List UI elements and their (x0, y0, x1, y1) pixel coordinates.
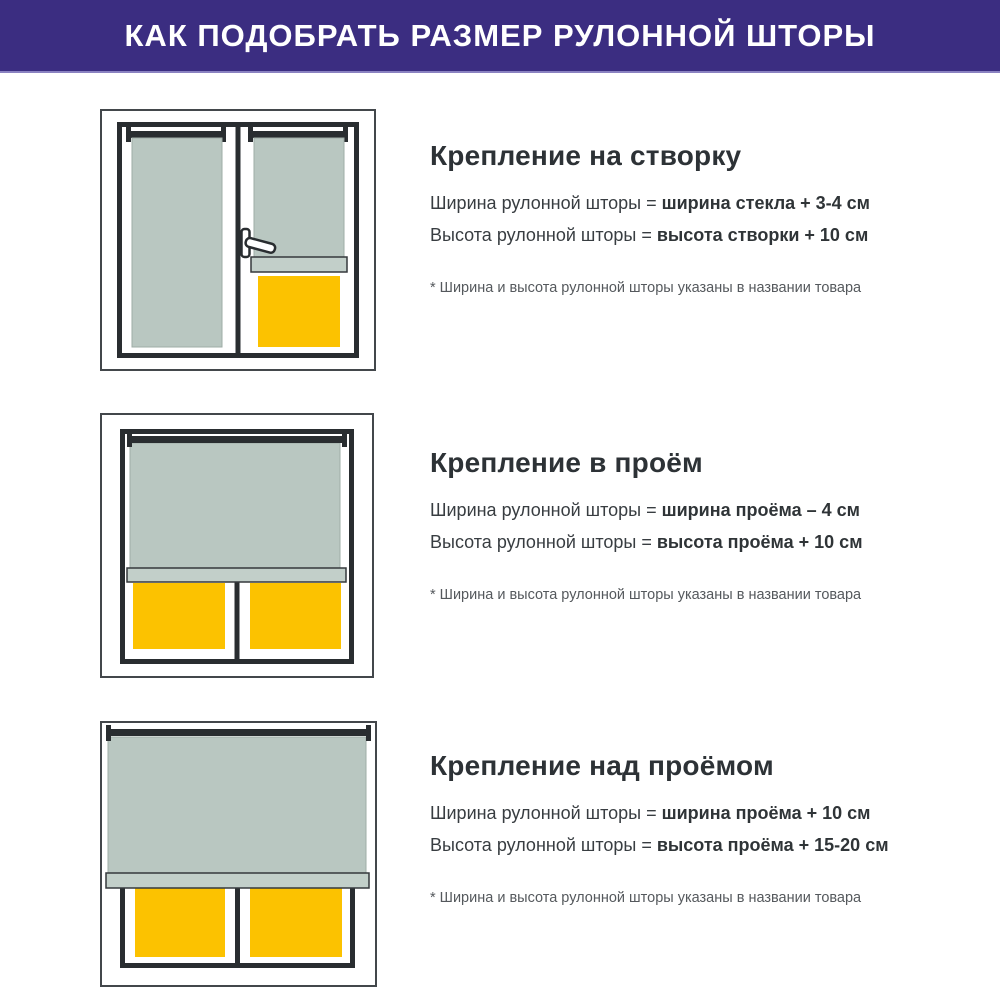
roller-rail (108, 729, 369, 736)
rail-end-cap (127, 432, 132, 447)
section-sash-mount (430, 141, 920, 321)
height-formula (430, 219, 870, 251)
blind-fabric (132, 138, 222, 347)
rail-end-cap (126, 127, 131, 142)
height-formula (430, 829, 889, 861)
formula-value: высота створки + 10 см (656, 225, 869, 245)
formula-label: Высота рулонной шторы = (430, 835, 657, 855)
blind-bottom-bar (251, 257, 347, 272)
formula-label: Ширина рулонной шторы = (430, 193, 662, 213)
roller-rail (129, 436, 345, 443)
formula-list (430, 187, 870, 251)
header-banner (0, 0, 1000, 73)
diagram-blind-in-opening (100, 413, 374, 678)
rail-end-cap (366, 725, 371, 741)
roller-rail (250, 131, 348, 138)
section-opening-mount (430, 448, 920, 628)
rail-end-cap (106, 725, 111, 741)
diagram-blind-on-sash (100, 109, 376, 371)
glass-pane (250, 583, 341, 649)
formula-label: Высота рулонной шторы = (430, 225, 657, 245)
width-formula (430, 494, 863, 526)
formula-value: высота проёма + 10 см (656, 532, 863, 552)
section-above-opening-mount (430, 751, 920, 931)
formula-list (430, 494, 863, 558)
blind-bottom-bar (106, 873, 369, 888)
width-formula (430, 187, 870, 219)
formula-label: Ширина рулонной шторы = (430, 803, 662, 823)
formula-value: ширина стекла + 3-4 см (661, 193, 870, 213)
section-title: Крепление на створку (430, 140, 742, 171)
blind-fabric (254, 138, 344, 257)
section-title: Крепление над проёмом (430, 750, 774, 781)
rail-end-cap (342, 432, 347, 447)
formula-label: Ширина рулонной шторы = (430, 500, 662, 520)
footnote: * Ширина и высота рулонной шторы указаны в названии товара (430, 587, 862, 603)
blind-bottom-bar (127, 568, 346, 582)
blind-fabric (130, 443, 340, 568)
formula-list (430, 797, 889, 861)
formula-label: Высота рулонной шторы = (430, 532, 657, 552)
footnote: * Ширина и высота рулонной шторы указаны в названии товара (430, 280, 862, 296)
blind-fabric (108, 737, 366, 873)
formula-value: высота проёма + 15-20 см (656, 835, 889, 855)
footnote: * Ширина и высота рулонной шторы указаны в названии товара (430, 890, 862, 906)
glass-pane (133, 583, 225, 649)
height-formula (430, 526, 863, 558)
roller-rail (128, 131, 226, 138)
glass-pane (258, 276, 340, 347)
width-formula (430, 797, 889, 829)
formula-value: ширина проёма + 10 см (661, 803, 871, 823)
diagram-blind-above-opening (100, 721, 377, 987)
section-title: Крепление в проём (430, 447, 703, 478)
rail-end-cap (248, 127, 253, 142)
page-title: КАК ПОДОБРАТЬ РАЗМЕР РУЛОННОЙ ШТОРЫ (124, 17, 876, 53)
formula-value: ширина проёма – 4 см (661, 500, 860, 520)
